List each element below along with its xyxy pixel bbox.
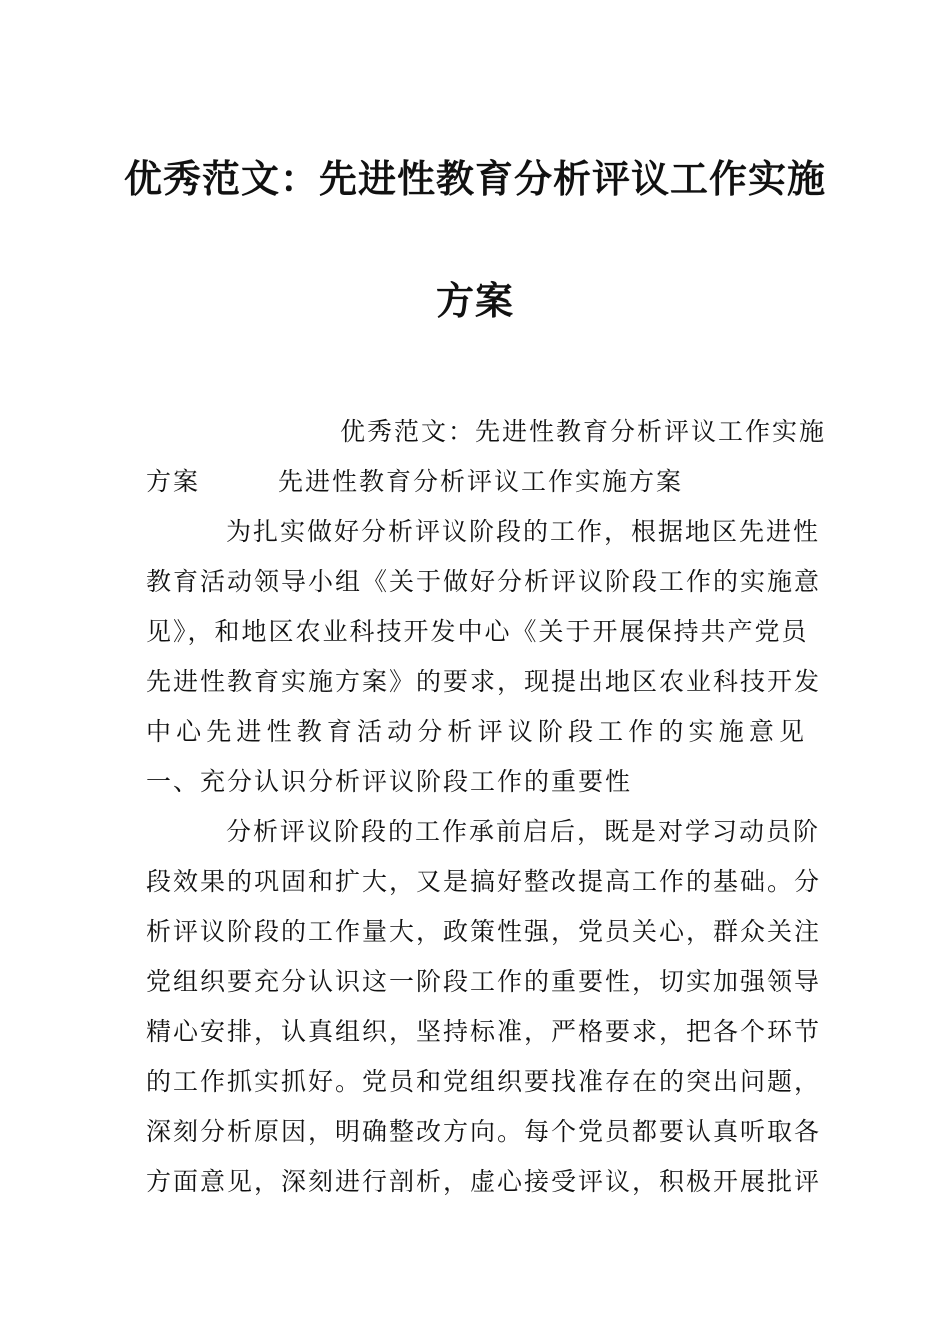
body-line: 先进性教育实施方案》的要求，现提出地区农业科技开发 [146,667,822,696]
body-line: 中心先进性教育活动分析评议阶段工作的实施意见 [146,717,806,746]
body-line: 段效果的巩固和扩大，又是搞好整改提高工作的基础。分 [146,867,822,896]
body-line [340,417,827,446]
body-line: 为扎实做好分析评议阶段的工作，根据地区先进性 [226,517,821,546]
body-line: 深刻分析原因，明确整改方向。每个党员都要认真听取各 [146,1117,822,1146]
section-heading: 一、充分认识分析评议阶段工作的重要性 [146,767,633,796]
body-line: 方面意见，深刻进行剖析，虚心接受评议，积极开展批评 [146,1167,822,1196]
body-line: 的工作抓实抓好。党员和党组织要找准存在的突出问题， [146,1067,822,1096]
body-text: 先进性教育分析评议工作实施方案 [278,467,684,496]
body-line: 教育活动领导小组《关于做好分析评议阶段工作的实施意 [146,567,822,596]
body-line: 精心安排，认真组织，坚持标准，严格要求，把各个环节 [146,1017,822,1046]
body-line: 分析评议阶段的工作承前启后，既是对学习动员阶 [226,817,821,846]
body-text: 方案 [146,467,201,496]
body-line: 党组织要充分认识这一阶段工作的重要性，切实加强领导 [146,967,822,996]
document-title-line-1: 优秀范文：先进性教育分析评议工作实施 [123,157,826,201]
body-line: 见》，和地区农业科技开发中心《关于开展保持共产党员 [146,617,809,646]
document-title-line-2: 方案 [435,279,514,323]
body-line: 析评议阶段的工作量大，政策性强，党员关心，群众关注 [146,917,822,946]
body-line [146,469,806,494]
body-text: 优秀范文：先进性教育分析评议工作实施 [340,417,827,446]
